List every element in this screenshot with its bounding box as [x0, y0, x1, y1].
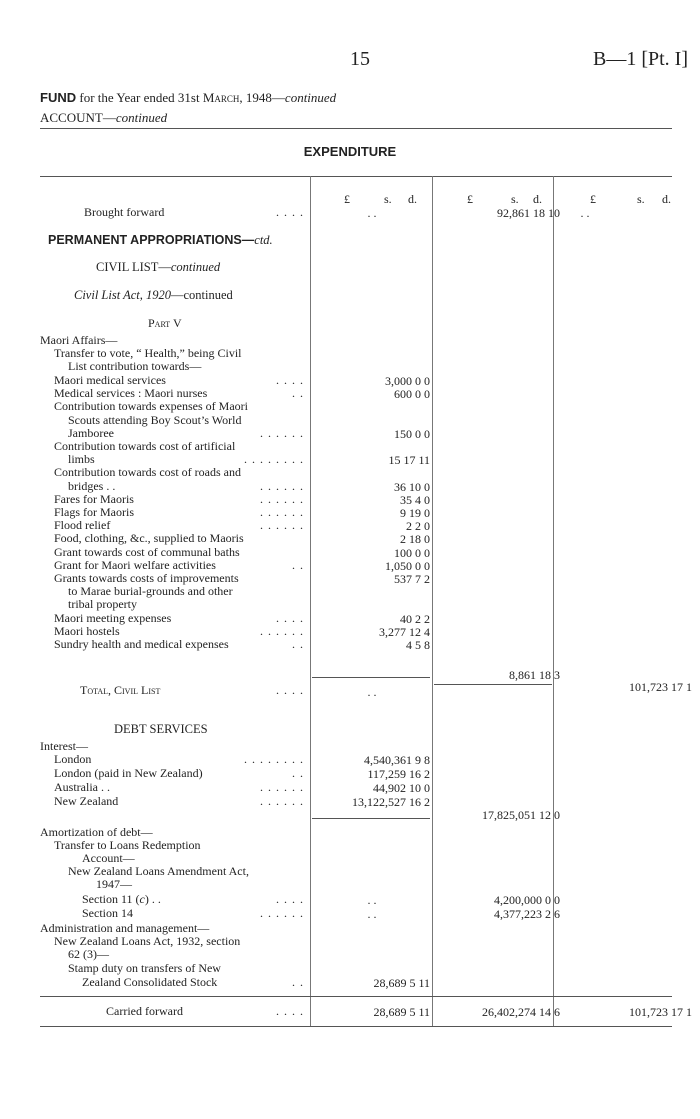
maori-item-row — [40, 466, 308, 479]
brought-forward-col2: 92,861 18 10 — [497, 206, 560, 220]
page-number: 15 — [350, 48, 370, 70]
maori-item-row — [40, 506, 308, 519]
maori-item-value: 537 7 2 — [394, 572, 430, 586]
leader-dots: . . — [292, 766, 304, 780]
administration-text-1: New Zealand Loans Act, 1932, section — [54, 934, 241, 948]
stamp-duty-value: 28,689 5 11 — [373, 976, 430, 990]
col3-pence-header: d. — [662, 192, 671, 206]
maori-item-row — [40, 480, 308, 493]
maori-item-label: Contribution towards expenses of Maori — [54, 399, 248, 414]
fund-prefix: FUND — [40, 90, 77, 105]
stamp-duty-text-1: Stamp duty on transfers of New — [68, 961, 221, 975]
amortization-line1 — [40, 839, 308, 852]
fund-month: March — [202, 90, 240, 105]
interest-item-label: London — [54, 752, 92, 766]
maori-item-label: Grant towards cost of communal baths — [54, 544, 240, 559]
interest-item-value: 13,122,527 16 2 — [352, 795, 430, 809]
col2-shilling-header: s. — [511, 192, 519, 206]
expenditure-heading: EXPENDITURE — [303, 144, 397, 159]
transfer-text-2: List contribution towards— — [68, 359, 202, 373]
interest-item-label: London (paid in New Zealand) — [54, 766, 203, 780]
part-reference: B—1 [Pt. I] — [593, 48, 688, 70]
maori-item-value: 15 17 11 — [388, 453, 430, 468]
maori-item-label: Grants towards costs of improvements — [54, 571, 239, 585]
fund-mid: for the Year ended 31st — [76, 90, 203, 105]
maori-item-value: 2 18 0 — [400, 532, 430, 547]
maori-item-row — [40, 559, 308, 572]
maori-item-value: 3,277 12 4 — [379, 624, 430, 639]
section-11-col2: 4,200,000 0 0 — [494, 893, 560, 907]
section-11-label — [82, 893, 161, 906]
section-11-row — [40, 893, 308, 906]
leader-dots: . . . . — [276, 610, 304, 625]
administration-text-2: 62 (3)— — [68, 947, 109, 961]
interest-subtotal-rule — [312, 818, 430, 819]
interest-item-row — [40, 795, 308, 808]
account-label: ACCOUNT— — [40, 110, 116, 125]
maori-item-row — [40, 440, 308, 453]
total-civil-list-col3: 101,723 17 1 — [629, 680, 692, 694]
maori-item-value: 600 0 0 — [394, 387, 430, 402]
account-title — [40, 110, 167, 126]
maori-item-label: Fares for Maoris — [54, 491, 134, 506]
maori-item-label: Maori hostels — [54, 623, 120, 638]
section-14-col1: . . — [367, 907, 377, 921]
maori-item-label: Jamboree — [68, 425, 114, 440]
maori-item-label: Contribution towards cost of roads and — [54, 465, 241, 480]
carried-forward-col2: 26,402,274 14 6 — [482, 1005, 560, 1019]
leader-dots: . . . . . . — [260, 780, 304, 794]
maori-item-label: bridges . . — [68, 478, 116, 493]
col2-pence-header: d. — [533, 192, 542, 206]
maori-item-row — [40, 493, 308, 506]
leader-dots: . . . . — [276, 683, 304, 697]
part-heading: Part V — [148, 316, 182, 330]
section-11-text: Section 11 ( — [82, 892, 140, 906]
maori-item-value: 36 10 0 — [394, 479, 430, 494]
total-civil-list-row — [40, 684, 308, 697]
leader-dots: . . — [292, 637, 304, 651]
civil-list-heading — [96, 260, 220, 275]
maori-item-value: 35 4 0 — [400, 492, 430, 507]
debt-services-heading: DEBT SERVICES — [114, 722, 208, 736]
carried-forward-col3: 101,723 17 1 — [629, 1005, 692, 1019]
brought-forward-label: Brought forward — [84, 205, 165, 219]
amortization-text-1: Transfer to Loans Redemption — [54, 838, 201, 852]
maori-item-row — [40, 612, 308, 625]
maori-transfer-line2 — [40, 360, 308, 373]
leader-dots: . . — [292, 557, 304, 572]
amortization-text-4: 1947— — [96, 877, 132, 891]
maori-item-label: Contribution towards cost of artificial — [54, 439, 236, 453]
maori-item-row — [40, 427, 308, 440]
maori-item-row — [40, 532, 308, 545]
section-11-col1: . . — [367, 893, 377, 907]
interest-item-value: 44,902 10 0 — [373, 781, 430, 795]
amortization-text-3: New Zealand Loans Amendment Act, — [68, 864, 249, 878]
interest-item-label: New Zealand — [54, 794, 119, 808]
maori-item-label: Scouts attending Boy Scout’s World — [68, 412, 242, 427]
total-civil-list-label: Total, Civil List — [80, 683, 161, 697]
section-11-end: ) . . — [144, 892, 161, 906]
stamp-duty-label: Zealand Consolidated Stock — [82, 975, 218, 989]
interest-item-row — [40, 781, 308, 794]
fund-year: , 1948— — [239, 90, 285, 105]
maori-item-row — [40, 387, 308, 400]
stamp-duty-line1 — [40, 962, 308, 975]
brought-forward-col1: . . — [367, 206, 377, 220]
act-title: Civil List Act, 1920 — [74, 288, 171, 302]
leader-dots: . . . . . . — [260, 518, 304, 533]
maori-item-label: limbs — [68, 452, 95, 467]
carried-forward-label: Carried forward — [106, 1004, 183, 1018]
col3-pound-header: £ — [590, 192, 596, 206]
column-separator-2 — [432, 176, 433, 1026]
maori-item-label: Grant for Maori welfare activities — [54, 557, 216, 572]
fund-title — [40, 90, 336, 106]
amortization-line4 — [40, 878, 308, 891]
interest-item-value: 4,540,361 9 8 — [364, 753, 430, 767]
leader-dots: . . . . . . . . — [244, 452, 304, 467]
permanent-label: PERMANENT APPROPRIATIONS— — [48, 233, 255, 247]
maori-subtotal: 8,861 18 3 — [509, 668, 560, 682]
maori-item-label: Medical services : Maori nurses — [54, 386, 208, 401]
leader-dots: . . . . . . — [260, 478, 304, 493]
interest-item-row — [40, 753, 308, 766]
interest-total: 17,825,051 12 0 — [482, 808, 560, 822]
maori-item-label: Flood relief — [54, 518, 111, 533]
amortization-text: Amortization of debt— — [40, 825, 153, 839]
table-bottom-rule — [40, 1026, 672, 1027]
leader-dots: . . . . — [276, 1004, 304, 1018]
leader-dots: . . . . . . — [260, 623, 304, 638]
administration-text: Administration and management— — [40, 921, 210, 935]
table-top-rule — [40, 176, 672, 177]
section-14-col2: 4,377,223 2 6 — [494, 907, 560, 921]
leader-dots: . . . . . . — [260, 906, 304, 920]
civil-list-continued: continued — [170, 260, 221, 274]
maori-item-value: 2 2 0 — [406, 519, 430, 534]
civil-total-rule — [434, 684, 552, 685]
leader-dots: . . . . — [276, 205, 304, 219]
maori-item-row — [40, 625, 308, 638]
maori-item-row — [40, 572, 308, 585]
maori-item-label: to Marae burial-grounds and other — [68, 584, 233, 599]
leader-dots: . . . . . . — [260, 491, 304, 506]
col3-shilling-header: s. — [637, 192, 645, 206]
maori-item-value: 40 2 2 — [400, 611, 430, 626]
leader-dots: . . . . — [276, 373, 304, 387]
amortization-text-2: Account— — [82, 851, 135, 865]
act-heading — [74, 288, 233, 303]
maori-item-label: Sundry health and medical expenses — [54, 637, 229, 651]
maori-item-row — [40, 598, 308, 611]
section-14-row — [40, 907, 308, 920]
carried-forward-row — [40, 1005, 308, 1018]
civil-list-label: CIVIL LIST— — [96, 260, 171, 274]
administration-line2 — [40, 948, 308, 961]
brought-forward-row — [40, 206, 308, 219]
act-continued: —continued — [171, 288, 233, 302]
account-continued: continued — [115, 110, 168, 125]
maori-item-row — [40, 638, 308, 651]
leader-dots: . . — [292, 386, 304, 401]
maori-item-value: 150 0 0 — [394, 426, 430, 441]
maori-item-row — [40, 400, 308, 413]
leader-dots: . . . . . . — [260, 425, 304, 440]
leader-dots: . . . . . . . . — [244, 752, 304, 766]
maori-item-value: 3,000 0 0 — [385, 374, 430, 388]
carried-forward-top-rule — [40, 996, 672, 997]
fund-continued: continued — [284, 90, 337, 105]
maori-item-label: Maori meeting expenses — [54, 610, 172, 625]
leader-dots: . . . . . . — [260, 794, 304, 808]
interest-item-row — [40, 767, 308, 780]
maori-item-row — [40, 374, 308, 387]
maori-item-label: Food, clothing, &c., supplied to Maoris — [54, 531, 244, 546]
col1-pence-header: d. — [408, 192, 417, 206]
maori-item-row — [40, 546, 308, 559]
permanent-appropriations-heading — [48, 233, 273, 248]
maori-group-text: Maori Affairs— — [40, 333, 118, 347]
maori-item-row — [40, 414, 308, 427]
section-11-c: c — [139, 892, 145, 906]
col1-shilling-header: s. — [384, 192, 392, 206]
maori-item-label: Maori medical services — [54, 373, 166, 387]
interest-text: Interest— — [40, 739, 88, 753]
maori-item-row — [40, 453, 308, 466]
maori-item-value: 4 5 8 — [406, 638, 430, 652]
col1-pound-header: £ — [344, 192, 350, 206]
carried-forward-col1: 28,689 5 11 — [373, 1005, 430, 1019]
total-civil-list-col1: . . — [367, 685, 377, 699]
leader-dots: . . — [292, 975, 304, 989]
maori-item-value: 1,050 0 0 — [385, 558, 430, 573]
stamp-duty-row — [40, 976, 308, 989]
permanent-ctd: ctd. — [254, 233, 273, 247]
maori-item-value: 9 19 0 — [400, 506, 430, 520]
maori-item-label: Flags for Maoris — [54, 505, 134, 519]
interest-item-value: 117,259 16 2 — [367, 767, 430, 781]
maori-subtotal-rule — [312, 677, 430, 678]
brought-forward-col3: . . — [580, 206, 590, 220]
maori-item-row — [40, 519, 308, 532]
maori-item-row — [40, 585, 308, 598]
leader-dots: . . . . . . — [260, 505, 304, 519]
transfer-text-1: Transfer to vote, “ Health,” being Civil — [54, 346, 242, 360]
column-separator-1 — [310, 176, 311, 1026]
col2-pound-header: £ — [467, 192, 473, 206]
leader-dots: . . . . — [276, 892, 304, 906]
interest-item-label: Australia . . — [54, 780, 110, 794]
maori-item-label: tribal property — [68, 597, 137, 612]
header-rule — [40, 128, 672, 129]
amortization-line3 — [40, 865, 308, 878]
maori-item-value: 100 0 0 — [394, 545, 430, 560]
section-14-label: Section 14 — [82, 906, 133, 920]
